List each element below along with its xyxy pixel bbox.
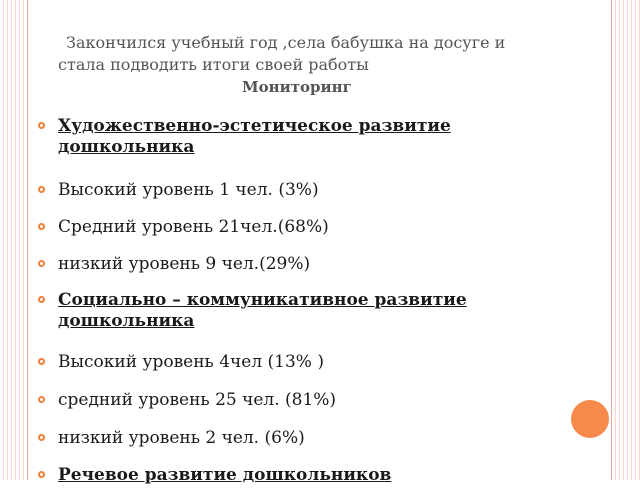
bullet-icon [38,396,45,403]
bullet-icon [38,358,45,365]
bullet-icon [38,296,45,303]
list-item-text: Средний уровень 21чел.(68%) [58,217,329,237]
list-item-heading-speech [38,465,538,490]
bullet-icon [38,260,45,267]
bullet-icon [38,186,45,193]
list-item-text: Социально – коммуникативное развитие дошкольника [58,290,467,331]
right-decorative-frame [612,0,640,480]
list-item [38,254,310,275]
bullet-icon [38,471,45,478]
list-item-text: Речевое развитие дошкольников [58,465,392,485]
list-item [38,217,329,238]
bullet-icon [38,122,45,129]
list-item-text: средний уровень 25 чел. (81%) [58,390,337,410]
intro-text [58,32,578,76]
slide-title: Мониторинг [242,78,352,96]
bullet-icon [38,434,45,441]
list-item-heading-social [38,290,538,336]
list-item-text: Художественно-эстетическое развитие дошкольника [58,116,451,157]
list-item [38,352,324,373]
intro-line-1: Закончился учебный год ,села бабушка на досуге и [66,33,506,52]
list-item-heading-art [38,116,518,162]
list-item [38,390,336,411]
right-frame-rule [611,0,612,480]
intro-line-2: стала подводить итоги своей работы [58,55,369,74]
list-item [38,428,305,449]
bullet-icon [38,223,45,230]
left-decorative-frame [0,0,26,480]
left-frame-rule [27,0,28,480]
list-item [38,180,319,201]
list-item-text: Высокий уровень 1 чел. (3%) [58,180,319,200]
orange-circle-decoration [571,400,609,438]
list-item-text: низкий уровень 9 чел.(29%) [58,254,311,274]
list-item-text: Высокий уровень 4чел (13% ) [58,352,324,372]
list-item-text: низкий уровень 2 чел. (6%) [58,428,305,448]
